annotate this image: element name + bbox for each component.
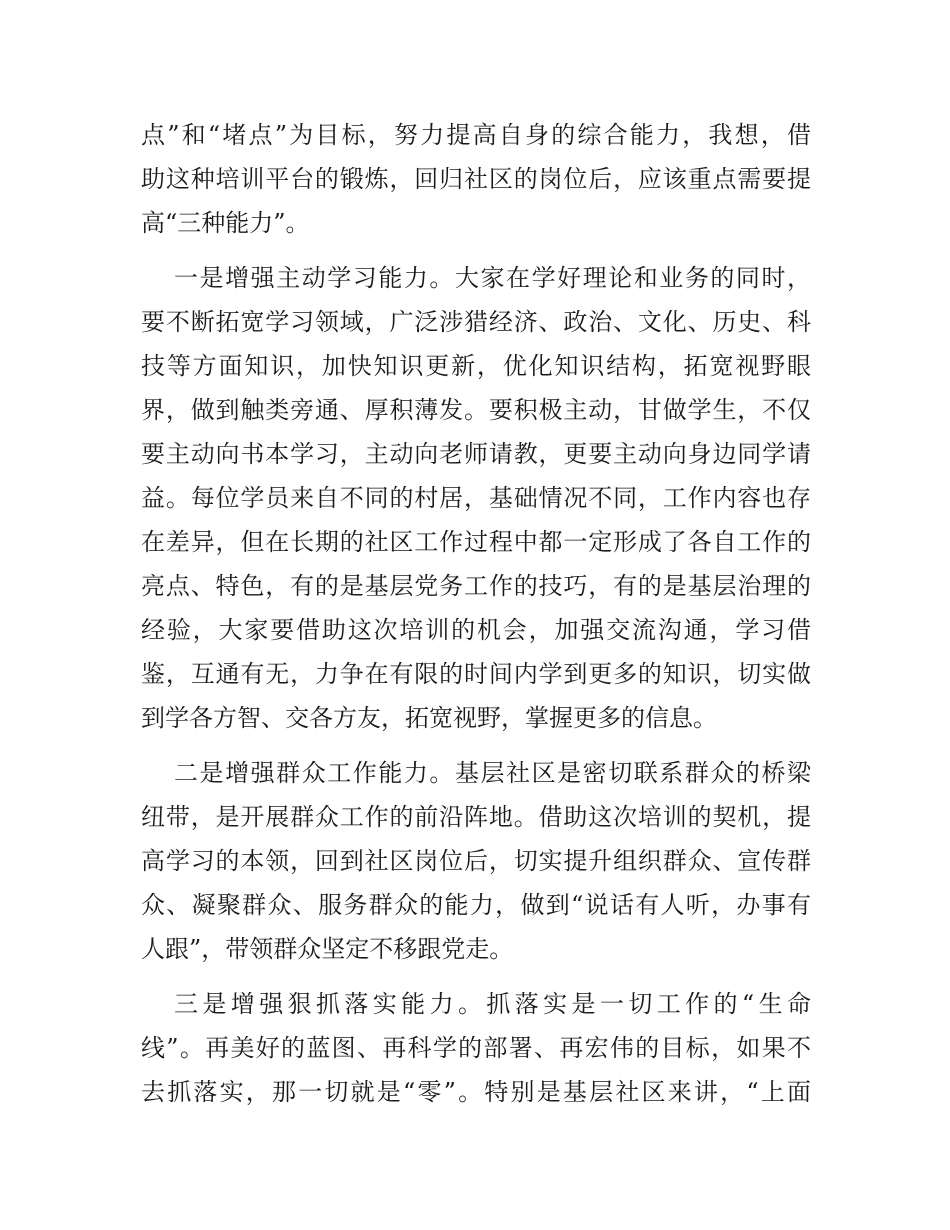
document-body bbox=[141, 113, 811, 1114]
text-line: 要不断拓宽学习领域，广泛涉猎经济、政治、文化、历史、科 bbox=[141, 308, 811, 336]
text-line: 经验，大家要借助这次培训的机会，加强交流沟通，学习借 bbox=[141, 616, 811, 644]
text-line: 到学各方智、交各方友，拓宽视野，掌握更多的信息。 bbox=[141, 704, 717, 732]
paragraph-implementation-ability bbox=[141, 982, 811, 1114]
text-line: 界，做到触类旁通、厚积薄发。要积极主动，甘做学生，不仅 bbox=[141, 396, 811, 424]
text-line: 三是增强狠抓落实能力。抓落实是一切工作的“生命 bbox=[174, 990, 811, 1018]
text-line: 益。每位学员来自不同的村居，基础情况不同，工作内容也存 bbox=[141, 484, 811, 512]
paragraph-intro bbox=[141, 113, 811, 245]
text-line: 技等方面知识，加快知识更新，优化知识结构，拓宽视野眼 bbox=[141, 352, 811, 380]
text-line: 纽带，是开展群众工作的前沿阵地。借助这次培训的契机，提 bbox=[141, 803, 811, 831]
text-line: 助这种培训平台的锻炼，回归社区的岗位后，应该重点需要提 bbox=[141, 165, 811, 193]
text-line: 线”。再美好的蓝图、再科学的部署、再宏伟的目标，如果不 bbox=[141, 1034, 811, 1062]
text-line: 要主动向书本学习，主动向老师请教，更要主动向身边同学请 bbox=[141, 440, 811, 468]
text-line: 去抓落实，那一切就是“零”。特别是基层社区来讲，“上面 bbox=[141, 1078, 811, 1106]
paragraph-learning-ability bbox=[141, 256, 811, 740]
text-line: 点”和“堵点”为目标，努力提高自身的综合能力，我想，借 bbox=[141, 121, 811, 149]
text-line: 高学习的本领，回到社区岗位后，切实提升组织群众、宣传群 bbox=[141, 847, 811, 875]
text-line: 人跟”，带领群众坚定不移跟党走。 bbox=[141, 935, 514, 963]
text-line: 一是增强主动学习能力。大家在学好理论和业务的同时， bbox=[174, 264, 811, 292]
text-line: 在差异，但在长期的社区工作过程中都一定形成了各自工作的 bbox=[141, 528, 811, 556]
text-line: 众、凝聚群众、服务群众的能力，做到“说话有人听，办事有 bbox=[141, 891, 811, 919]
text-line: 亮点、特色，有的是基层党务工作的技巧，有的是基层治理的 bbox=[141, 572, 811, 600]
text-line: 高“三种能力”。 bbox=[141, 209, 310, 237]
text-line: 二是增强群众工作能力。基层社区是密切联系群众的桥梁 bbox=[174, 759, 811, 787]
paragraph-mass-work-ability bbox=[141, 751, 811, 971]
text-line: 鉴，互通有无，力争在有限的时间内学到更多的知识，切实做 bbox=[141, 660, 811, 688]
